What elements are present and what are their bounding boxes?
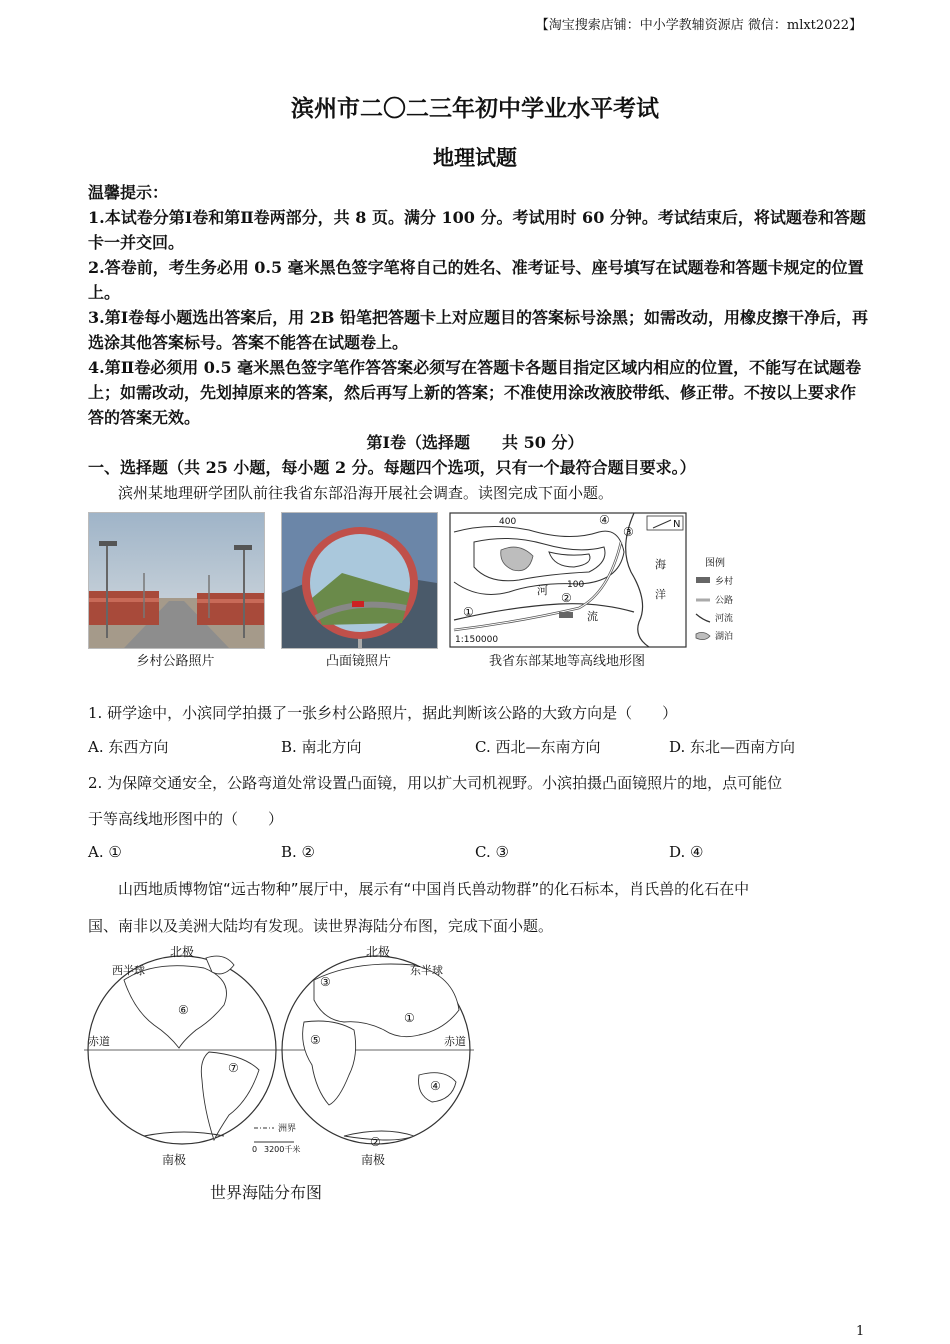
legend-village: 乡村 <box>715 577 734 587</box>
sea-label-1: 海 <box>655 558 666 571</box>
question-2-stem-line-2: 于等高线地形图中的（ ） <box>88 810 284 828</box>
scale-zero: 0 <box>252 1145 258 1154</box>
world-map <box>84 940 484 1210</box>
question-2-option-c: C. ③ <box>475 843 509 861</box>
header-note: 【淘宝搜索店铺：中小学教辅资源店 微信：mlxt2022】 <box>535 18 862 33</box>
contour-map <box>449 512 749 648</box>
tip-item-2: 2.答卷前，考生务必用 0.5 毫米黑色签字笔将自己的姓名、准考证号、座号填写在试题卷和答题卡规定的位置上。 <box>88 258 864 302</box>
map-point-4: ④ <box>599 513 610 527</box>
western-hemisphere-label: 西半球 <box>112 964 145 977</box>
part1-heading: 第Ⅰ卷（选择题 共 50 分） <box>366 433 584 452</box>
tips-block <box>88 180 868 430</box>
world-map-num-7: ⑦ <box>228 1061 239 1075</box>
section-heading: 一、选择题（共 25 小题，每小题 2 分。每题四个选项，只有一个最符合题目要求。） <box>88 458 696 477</box>
tip-item-4: 4.第Ⅱ卷必须用 0.5 毫米黑色签字笔作答答案必须写在答题卡各题目指定区域内相应的位置，不能写在试题卷上；如需改动，先划掉原来的答案，然后再写上新的答案；不准使用涂改液胶带纸、修正带。不按以上要求作答的答案无效。 <box>88 358 862 427</box>
sea-label-2: 洋 <box>655 588 666 601</box>
question-1-option-d: D. 东北—西南方向 <box>669 738 796 756</box>
intro-text-1: 滨州某地理研学团队前往我省东部沿海开展社会调查。读图完成下面小题。 <box>118 484 614 502</box>
world-map-num-6: ⑥ <box>178 1003 189 1017</box>
legend-title: 图例 <box>705 558 725 569</box>
question-1-stem: 1. 研学途中，小滨同学拍摄了一张乡村公路照片，据此判断该公路的大致方向是（ ） <box>88 704 678 722</box>
question-2-option-a: A. ① <box>88 843 122 861</box>
rural-road-caption: 乡村公路照片 <box>136 654 215 669</box>
world-map-num-4: ④ <box>430 1079 441 1093</box>
contour-map-caption: 我省东部某地等高线地形图 <box>488 654 645 669</box>
tip-item-3: 3.第Ⅰ卷每小题选出答案后，用 2B 铅笔把答题卡上对应题目的答案标号涂黑；如需改动，用橡皮擦干净后，再选涂其他答案标号。答案不能答在试题卷上。 <box>88 308 868 352</box>
convex-mirror-caption: 凸面镜照片 <box>325 654 391 669</box>
world-map-num-1: ① <box>404 1011 415 1025</box>
west-north-pole-label: 北极 <box>170 945 195 959</box>
map-point-1: ① <box>463 605 474 619</box>
world-map-num-2: ② <box>370 1135 381 1149</box>
world-map-num-5: ⑤ <box>310 1033 321 1047</box>
east-south-pole-label: 南极 <box>361 1153 386 1167</box>
scale-text: 3200千米 <box>264 1145 301 1154</box>
east-north-pole-label: 北极 <box>366 945 391 959</box>
contour-100-label: 100 <box>567 580 585 590</box>
contour-400-label: 400 <box>499 517 517 527</box>
world-map-num-3: ③ <box>320 975 331 989</box>
north-label: N <box>673 519 681 530</box>
rural-road-photo <box>88 512 265 649</box>
page-number: 1 <box>856 1324 865 1339</box>
west-south-pole-label: 南极 <box>162 1153 187 1167</box>
question-2-option-b: B. ② <box>281 843 316 861</box>
convex-mirror-photo <box>281 512 438 649</box>
question-1-option-a: A. 东西方向 <box>88 738 169 756</box>
map-point-2: ② <box>561 591 572 605</box>
map-point-3: ③ <box>623 525 634 539</box>
west-equator-label: 赤道 <box>88 1035 110 1048</box>
intro-text-2-line-1: 山西地质博物馆“远古物种”展厅中，展示有“中国肖氏兽动物群”的化石标本，肖氏兽的化石在中 <box>118 880 750 898</box>
legend-lake: 湖泊 <box>715 632 734 642</box>
river-label-2: 流 <box>587 610 598 623</box>
question-2-stem-line-1: 2. 为保障交通安全，公路弯道处常设置凸面镜，用以扩大司机视野。小滨拍摄凸面镜照片的地，点可能位 <box>88 774 783 792</box>
question-2-option-d: D. ④ <box>669 843 704 861</box>
question-1-option-c: C. 西北—东南方向 <box>475 738 601 756</box>
eastern-hemisphere-label: 东半球 <box>410 964 443 977</box>
intro-text-2-line-2: 国、南非以及美洲大陆均有发现。读世界海陆分布图，完成下面小题。 <box>88 917 554 935</box>
legend-road: 公路 <box>715 596 734 606</box>
legend-river: 河流 <box>715 614 734 624</box>
exam-subtitle: 地理试题 <box>433 145 517 170</box>
tip-item-1: 1.本试卷分第Ⅰ卷和第Ⅱ卷两部分，共 8 页。满分 100 分。考试用时 60 分钟。考试结束后，将试题卷和答题卡一并交回。 <box>88 208 866 252</box>
exam-title: 滨州市二〇二三年初中学业水平考试 <box>291 95 659 122</box>
map-scale: 1:150000 <box>455 635 499 645</box>
river-label-1: 河 <box>537 584 548 597</box>
world-map-caption: 世界海陆分布图 <box>210 1183 323 1202</box>
continent-boundary-legend: 洲界 <box>278 1124 297 1134</box>
question-1-option-b: B. 南北方向 <box>281 738 362 756</box>
tips-heading: 温馨提示： <box>88 183 169 202</box>
east-equator-label: 赤道 <box>444 1035 466 1048</box>
